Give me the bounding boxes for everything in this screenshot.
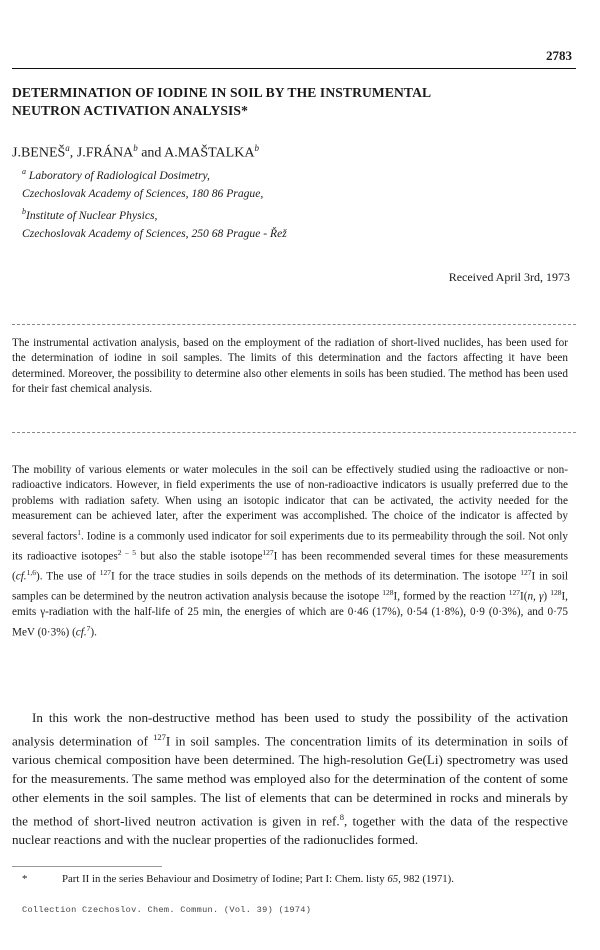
isotope-mass-number: 127: [262, 547, 274, 557]
journal-citation-footer: Collection Czechoslov. Chem. Commun. (Vol. 39) (1974): [22, 905, 312, 915]
author-benes: J.BENEŠ: [12, 145, 66, 161]
affiliation-a-name: Laboratory of Radiological Dosimetry,: [26, 168, 210, 182]
affiliation-b-line-2: Czechoslovak Academy of Sciences, 250 68 Prague - Řež: [22, 226, 287, 240]
intro-text: I(: [520, 590, 528, 603]
intro-text: I has been recommended several times for these measurements (: [12, 550, 568, 583]
footnote-rule: [12, 866, 162, 867]
citation-ref: 7: [86, 623, 91, 633]
citation-ref: 1,6: [26, 567, 36, 577]
author-frana-affil: b: [133, 143, 138, 153]
affiliations: [22, 163, 522, 243]
isotope-mass-number: 127: [520, 567, 532, 577]
footnote-text: , 982 (1971).: [398, 873, 454, 885]
intro-text: ): [543, 590, 551, 603]
page-number: 2783: [546, 48, 572, 63]
cf-abbrev: cf.: [75, 626, 87, 639]
article-title: [12, 84, 572, 120]
isotope-mass-number: 128: [382, 588, 394, 598]
intro-text: ).: [90, 626, 97, 639]
nuclear-reaction: n, γ: [527, 590, 544, 603]
author-benes-affil: a: [65, 143, 70, 153]
cf-abbrev: cf.: [15, 570, 27, 583]
affiliation-a-mark: a: [22, 167, 26, 176]
intro-text: I, formed by the reaction: [393, 590, 509, 603]
body-text: In this work the non-destructive method has been used to study the possibility of the activation analysis determination of: [12, 710, 568, 749]
affiliation-b-name: Institute of Nuclear Physics,: [26, 208, 158, 222]
abstract-top-rule: [12, 324, 576, 325]
intro-text: The mobility of various elements or water molecules in the soil can be effectively studied using the radioactive or non-radioactive indicators. However, in field experiments the use of non-radioactive indicators is usually preferred due to the problems with radiation safety. When using an isotopic indicator that can be activated, the activity needed for the measurement can be achieved later, after the experiment was accomplished. The choice of the indicator is affected by several factors: [12, 464, 568, 543]
author-mastalka: A.MAŠTALKA: [164, 145, 255, 161]
citation-ref: 8: [339, 811, 344, 822]
author-frana: J.FRÁNA: [76, 145, 134, 161]
footnote-volume: 65: [387, 873, 399, 885]
isotope-mass-number: 127: [153, 731, 166, 742]
abstract-bottom-rule: [12, 432, 576, 433]
footnote: [22, 873, 568, 885]
citation-ref: 2 – 5: [117, 547, 136, 557]
footnote-mark: *: [22, 873, 28, 885]
author-mastalka-affil: b: [254, 143, 259, 153]
intro-text: but also the stable isotope: [135, 550, 263, 563]
citation-ref: 1: [77, 527, 81, 537]
intro-text: I in soil samples can be determined by the neutron activation analysis because the isotope: [12, 570, 568, 603]
body-text: I in soil samples. The concentration limits of its determination in soils of various chemical composition have been determined. The high-resolution Ge(Li) spectrometry was used for the measurements. The same method was employed also for the determination of the content of some other elements in the soil samples. The list of elements that can be determined in rocks and minerals by the method of short-lived neutron activation is given in ref.: [12, 733, 568, 829]
affiliation-b-line-1: [22, 203, 522, 225]
author-separator: and: [137, 145, 165, 161]
isotope-mass-number: 127: [508, 588, 520, 598]
intro-text: I, emits γ-radiation with the half-life of 25 min, the energies of which are 0·46 (17%), 0·54 (1·8%), 0·9 (0·3%), and 0·75 MeV (0·3%) (: [12, 590, 568, 639]
header-rule: [12, 68, 576, 69]
introduction-paragraph: [12, 463, 568, 641]
body-paragraph: [12, 709, 568, 850]
isotope-mass-number: 127: [99, 567, 111, 577]
abstract: The instrumental activation analysis, based on the employment of the radiation of short-lived nuclides, has been used for the determination of iodine in soil samples. The limits of this determination and the factors affecting it have been determined. Moreover, the possibility to determine also other elements in soils has been studied. The method has been used for their fast chemical analysis.: [12, 337, 568, 396]
affiliation-b-mark: b: [22, 206, 26, 216]
body-text: , together with the data of the respective nuclear reactions and with the nuclear properties of the radionuclides formed.: [12, 813, 568, 848]
author-list: [12, 143, 259, 162]
affiliation-a-line-2: Czechoslovak Academy of Sciences, 180 86 Prague,: [22, 186, 264, 200]
title-line-2: NEUTRON ACTIVATION ANALYSIS*: [12, 103, 248, 118]
intro-text: I for the trace studies in soils depends on the methods of its determination. The isotope: [110, 570, 521, 583]
author-separator: ,: [69, 145, 77, 161]
footnote-text: Part II in the series Behaviour and Dosimetry of Iodine; Part I: Chem. listy: [62, 873, 388, 885]
affiliation-a-line-1: [22, 163, 522, 185]
intro-text: ). The use of: [35, 570, 100, 583]
received-date: Received April 3rd, 1973: [448, 270, 570, 284]
title-line-1: DETERMINATION OF IODINE IN SOIL BY THE INSTRUMENTAL: [12, 85, 432, 100]
isotope-mass-number: 128: [550, 588, 562, 598]
intro-text: . Iodine is a commonly used indicator for soil experiments due to its permeability through the soil. Not only its radioactive isotopes: [12, 530, 568, 563]
